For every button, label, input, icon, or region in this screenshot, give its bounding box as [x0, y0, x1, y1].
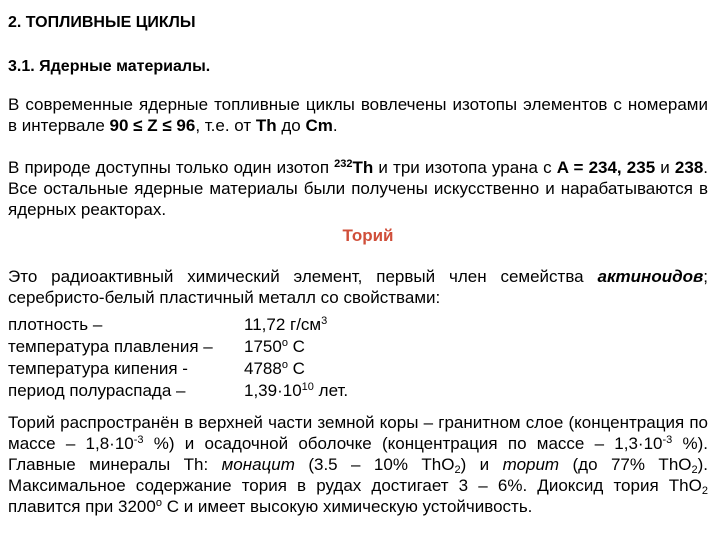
- property-label: температура плавления –: [8, 337, 213, 356]
- z-range: 90 ≤ Z ≤ 96: [109, 116, 196, 135]
- value-text: 11,72 г/см: [244, 315, 322, 334]
- subsection-heading: 3.1. Ядерные материалы.: [8, 58, 211, 75]
- text: %). Главные минералы Th:: [8, 434, 709, 474]
- text: и: [655, 158, 675, 177]
- text: (до 77% ThO: [559, 455, 692, 474]
- element-cm: Cm: [305, 116, 333, 135]
- subscript: 2: [454, 464, 461, 476]
- value-sup: o: [281, 337, 288, 349]
- text: В природе доступны только один изотоп: [8, 158, 335, 177]
- text: ). Максимальное содержание тория в рудах достигает 3 – 6%. Диоксид тория ThO: [8, 455, 709, 495]
- exponent: -3: [133, 434, 144, 446]
- section-heading: 2. ТОПЛИВНЫЕ ЦИКЛЫ: [8, 14, 196, 31]
- property-value: [244, 314, 327, 336]
- property-value: [244, 336, 305, 358]
- text: .: [332, 116, 338, 135]
- mass-number: 232: [334, 158, 353, 170]
- thorium-title: Торий: [342, 226, 394, 245]
- mineral-monazite: монацит: [221, 455, 295, 474]
- property-label: температура кипения -: [8, 359, 188, 378]
- text: и три изотопа урана с: [373, 158, 557, 177]
- text: , т.е. от: [195, 116, 256, 135]
- mineral-thorite: торит: [502, 455, 560, 474]
- text: %) и осадочной оболочке (концентрация по массе – 1,3·10: [143, 434, 663, 453]
- value-text: 1,39·10: [244, 381, 302, 400]
- paragraph-natural-isotopes: [8, 157, 708, 220]
- value-tail: С: [287, 337, 305, 356]
- uranium-masses: A = 234, 235: [556, 158, 656, 177]
- property-label: плотность –: [8, 315, 103, 334]
- value-tail: лет.: [313, 381, 349, 400]
- property-value: [244, 380, 348, 402]
- text: С и имеет высокую химическую устойчивость.: [161, 497, 533, 516]
- text: ) и: [460, 455, 503, 474]
- exponent: -3: [662, 434, 673, 446]
- text: до: [276, 116, 306, 135]
- value-text: 4788: [244, 359, 282, 378]
- property-label: период полураспада –: [8, 381, 186, 400]
- degree-sign: o: [155, 497, 162, 509]
- text: плавится при 3200: [8, 497, 156, 516]
- property-value: [244, 358, 305, 380]
- element-th: Th: [352, 158, 374, 177]
- value-sup: 3: [321, 315, 328, 327]
- uranium-238: 238: [674, 158, 704, 177]
- subscript: 2: [691, 464, 698, 476]
- value-sup: 10: [301, 381, 314, 393]
- value-text: 1750: [244, 337, 282, 356]
- value-sup: o: [281, 359, 288, 371]
- text: ; серебристо-белый пластичный металл со свойствами:: [8, 267, 708, 307]
- paragraph-fuel-cycles: [8, 94, 708, 136]
- element-th: Th: [255, 116, 277, 135]
- text: . Все остальные ядерные материалы были получены искусственно и нарабатываются в ядерных реакторах.: [8, 158, 709, 219]
- paragraph-thorium-occurrence: [8, 412, 708, 517]
- actinoids-term: актиноидов: [597, 267, 704, 286]
- text: Торий распространён в верхней части земной коры – гранитном слое (концентрация по массе – 1,8·10: [8, 413, 708, 453]
- text: Это радиоактивный химический элемент, первый член семейства: [8, 267, 598, 286]
- value-tail: С: [287, 359, 305, 378]
- subscript: 2: [701, 485, 708, 497]
- text: (3.5 – 10% ThO: [294, 455, 455, 474]
- text: В современные ядерные топливные циклы вовлечены изотопы элементов с номерами в интервале: [8, 95, 708, 135]
- paragraph-thorium-description: [8, 266, 708, 308]
